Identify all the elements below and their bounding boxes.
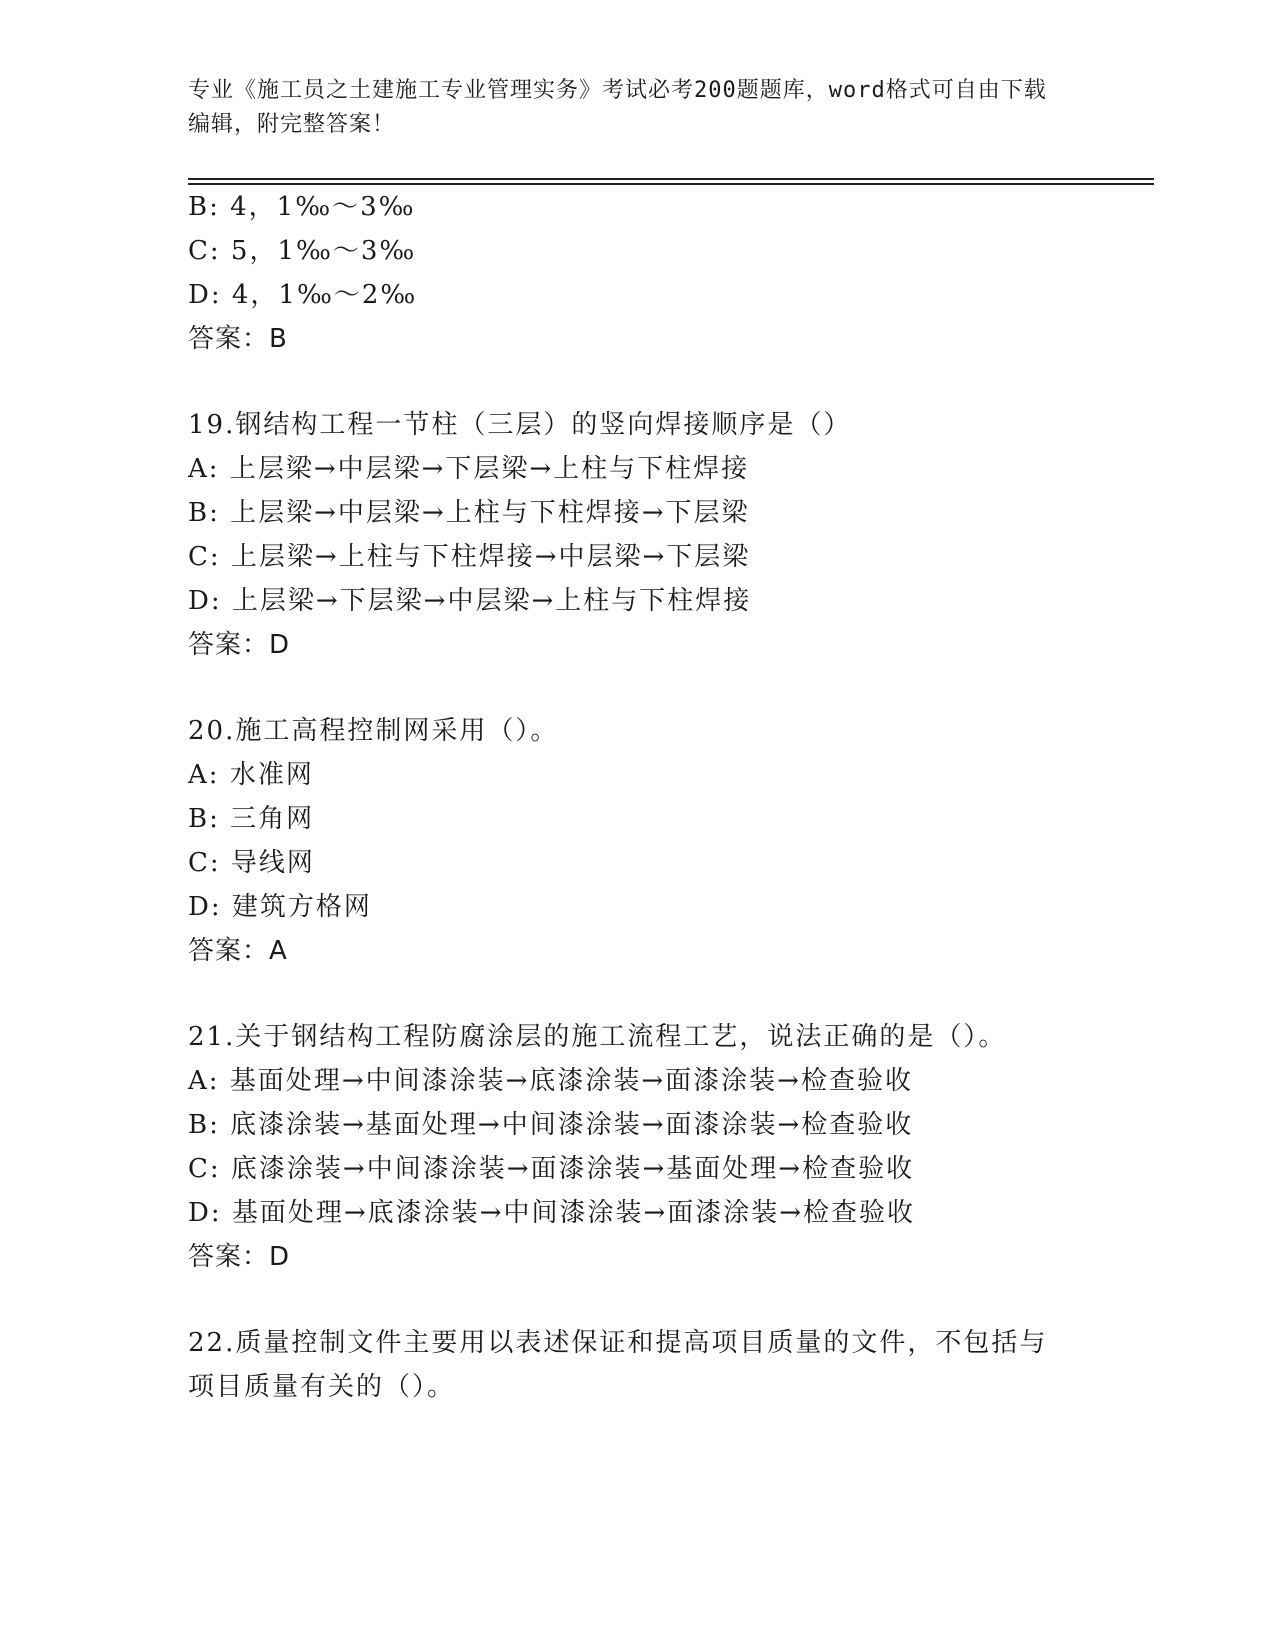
option-d-prev: D: 4，1‰～2‰ xyxy=(188,280,418,310)
question-20-stem: 20.施工高程控制网采用（）。 xyxy=(188,716,559,746)
question-21-answer: 答案：D xyxy=(188,1242,291,1272)
question-19-answer: 答案：D xyxy=(188,630,291,660)
question-22-stem-line-1: 22.质量控制文件主要用以表述保证和提高项目质量的文件，不包括与 xyxy=(188,1328,1048,1358)
question-19-stem: 19.钢结构工程一节柱（三层）的竖向焊接顺序是（） xyxy=(188,410,852,440)
question-19-option-a: A: 上层梁→中层梁→下层梁→上柱与下柱焊接 xyxy=(188,454,750,484)
header-divider-top xyxy=(188,178,1154,180)
question-19-option-b: B: 上层梁→中层梁→上柱与下柱焊接→下层梁 xyxy=(188,498,750,528)
document-header: 专业《施工员之土建施工专业管理实务》考试必考200题题库，word格式可自由下载编辑，附完整答案！ xyxy=(188,78,1047,137)
question-20-option-a: A: 水准网 xyxy=(188,760,314,790)
question-20-option-c: C: 导线网 xyxy=(188,848,315,878)
question-22-stem-line-2: 项目质量有关的（）。 xyxy=(188,1372,456,1402)
question-20-option-b: B: 三角网 xyxy=(188,804,315,834)
question-21-option-a: A: 基面处理→中间漆涂装→底漆涂装→面漆涂装→检查验收 xyxy=(188,1066,913,1096)
question-21-option-b: B: 底漆涂装→基面处理→中间漆涂装→面漆涂装→检查验收 xyxy=(188,1110,914,1140)
question-21-option-d: D: 基面处理→底漆涂装→中间漆涂装→面漆涂装→检查验收 xyxy=(188,1198,916,1228)
question-21-option-c: C: 底漆涂装→中间漆涂装→面漆涂装→基面处理→检查验收 xyxy=(188,1154,915,1184)
option-c-prev: C: 5，1‰～3‰ xyxy=(188,236,417,266)
answer-prev: 答案：B xyxy=(188,324,288,354)
question-19-option-d: D: 上层梁→下层梁→中层梁→上柱与下柱焊接 xyxy=(188,586,752,616)
header-divider-bottom xyxy=(188,183,1154,185)
option-b-prev: B: 4，1‰～3‰ xyxy=(188,192,416,222)
question-19-option-c: C: 上层梁→上柱与下柱焊接→中层梁→下层梁 xyxy=(188,542,751,572)
question-20-option-d: D: 建筑方格网 xyxy=(188,892,372,922)
question-21-stem: 21.关于钢结构工程防腐涂层的施工流程工艺，说法正确的是（）。 xyxy=(188,1022,1007,1052)
question-20-answer: 答案：A xyxy=(188,936,288,966)
